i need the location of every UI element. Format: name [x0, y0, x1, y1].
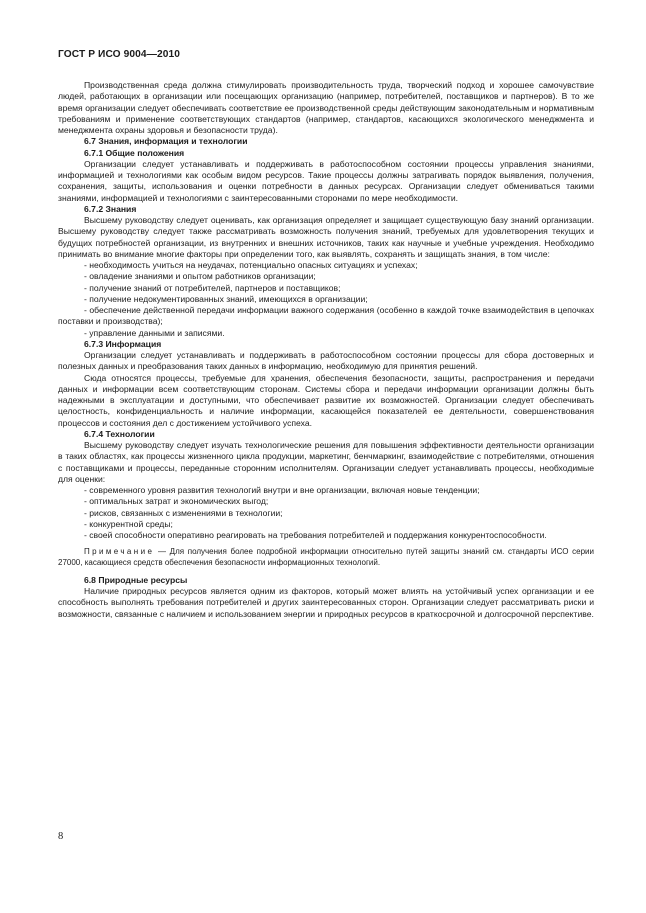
section-heading-6-7-1: 6.7.1 Общие положения	[84, 147, 185, 158]
list-item: - получение недокументированных знаний, имеющихся в организации;	[84, 293, 368, 304]
list-item: - оптимальных затрат и экономических выгод;	[84, 496, 269, 507]
paragraph-6-7-2: Высшему руководству следует оценивать, как организация определяет и защищает существующую базу знаний организации. Высшему руководству следует также рассматривать возможность получения знаний, требуемых для удовлетворения текущих и будущих потребностей организации, из внутренних и внешних источников, таких как научные и учебные учреждения. Необходимо принимать во внимание многие факторы при определении того, как выявлять, сохранять и защищать знания, в том числе:	[58, 215, 594, 259]
paragraph-6-8: Наличие природных ресурсов является одним из факторов, который может влиять на устойчивый успех организации и ее способность выполнять требования потребителей и других заинтересованных сторон. Организации следует рассматривать риски и возможности, связанные с наличием и использованием энергии и природных ресурсов в краткосрочной и долгосрочной перспективе.	[58, 586, 594, 619]
list-item: - управление данными и записями.	[84, 327, 225, 338]
section-heading-6-7-3: 6.7.3 Информация	[84, 338, 162, 349]
note-label: Примечание	[84, 547, 155, 557]
section-heading-6-8: 6.8 Природные ресурсы	[84, 574, 188, 585]
paragraph-6-7-3-b: Сюда относятся процессы, требуемые для хранения, обеспечения безопасности, защиты, распространения и передачи данных и информации всем соответствующим сторонам. Системы сбора и передачи информации организации должны быть надежными в эксплуатации и доступными, что обеспечивает развитие их возможностей. Организации следует обеспечивать целостность, конфиденциальность и наличие информации, касающейся показателей ее деятельности, совершенствования процессов и состояния дел с достижением устойчивого успеха.	[58, 372, 594, 428]
list-item: - современного уровня развития технологий внутри и вне организации, включая новые тенденции;	[84, 485, 480, 495]
list-item: - рисков, связанных с изменениями в технологии;	[84, 507, 283, 518]
section-heading-6-7-4: 6.7.4 Технологии	[84, 428, 155, 439]
document-header: ГОСТ Р ИСО 9004—2010	[58, 49, 181, 60]
page-number: 8	[58, 831, 64, 842]
section-heading-6-7: 6.7 Знания, информация и технологии	[84, 136, 248, 147]
paragraph-6-7-4: Высшему руководству следует изучать технологические решения для повышения эффективности деятельности организации в таких областях, как процессы жизненного цикла продукции, маркетинг, бенчмаркинг, взаимодействие с потребителями, отношения с поставщиками и процессы, переданные сторонним исполнителям. Организации следует устанавливать процессы, необходимые для оценки:	[58, 440, 594, 484]
paragraph-6-7-1: Организации следует устанавливать и поддерживать в работоспособном состоянии процессы управления знаниями, информацией и технологиями как особым видом ресурсов. Такие процессы должны затрагивать порядок выявления, получения, сохранения, защиты, использования и оценки потребности в данных ресурсах. Организации следует обмениваться такими знаниями, информацией и технологиями с заинтересованными сторонами по мере необходимости.	[58, 158, 594, 203]
list-item: - получение знаний от потребителей, партнеров и поставщиков;	[84, 282, 341, 293]
note-paragraph	[58, 547, 594, 569]
list-item: - своей способности оперативно реагировать на требования потребителей и поддержания конкурентоспособности.	[84, 530, 547, 540]
list-item: - конкурентной среды;	[84, 518, 173, 529]
list-item: - обеспечение действенной передачи информации важного содержания (особенно в каждой точке взаимодействия в цепочках поставки и производства);	[58, 305, 594, 327]
document-body	[58, 80, 594, 620]
list-item: - необходимость учиться на неудачах, потенциально опасных ситуациях и успехах;	[84, 260, 418, 270]
paragraph-work-environment: Производственная среда должна стимулировать производительность труда, творческий подход и хорошее самочувствие людей, работающих в организации или посещающих организацию (например, потребителей, поставщиков и партнеров). В то же время организации следует обеспечивать соответствие ее производственной среды действующим законодательным и нормативным требованиям и применение соответствующих стандартов (например, стандартов, касающихся экологического менеджмента и менеджмента охраны здоровья и безопасности труда).	[58, 80, 594, 135]
section-heading-6-7-2: 6.7.2 Знания	[84, 203, 137, 214]
paragraph-6-7-3-a: Организации следует устанавливать и поддерживать в работоспособном состоянии процессы для сбора достоверных и полезных данных и преобразования таких данных в информацию, необходимую для принятия решений.	[58, 350, 594, 372]
note-text: — Для получения более подробной информации относительно путей защиты знаний см. стандарты ИСО серии 27000, касающиеся средств обеспечения безопасности информационных технологий.	[58, 547, 594, 568]
list-item: - овладение знаниями и опытом работников организации;	[84, 271, 316, 282]
